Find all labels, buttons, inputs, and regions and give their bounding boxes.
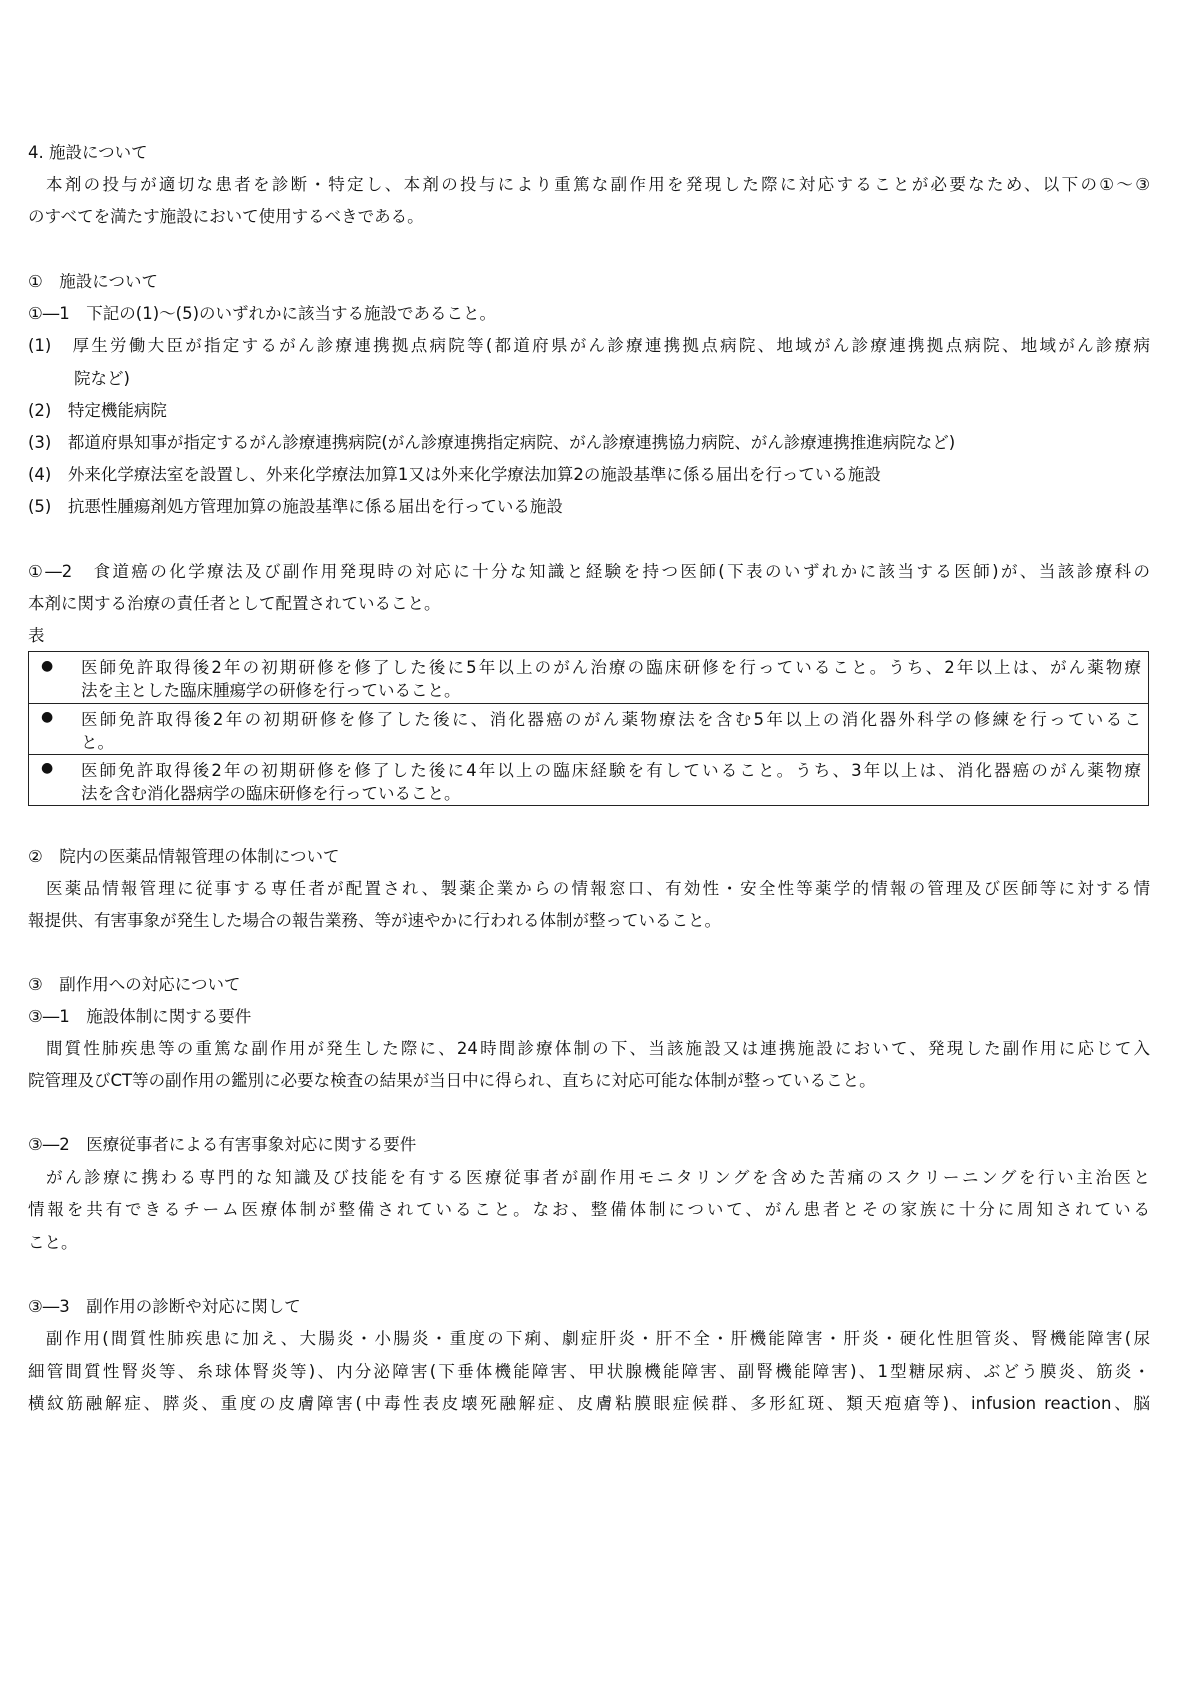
- s3-body2: 情報を共有できるチーム医療体制が整備されていること。なお、整備体制について、がん患者とその家族に十分に周知されている: [28, 1200, 1150, 1219]
- s3-body3: 副作用(間質性肺疾患に加え、大腸炎・小腸炎・重度の下痢、劇症肝炎・肝不全・肝機能障害・肝炎・硬化性胆管炎、腎機能障害(尿: [46, 1329, 1150, 1348]
- physician-requirements-table: [28, 651, 1149, 806]
- table-cell-line: 法を含む消化器病学の臨床研修を行っていること。: [81, 784, 461, 803]
- table-row: [29, 703, 1148, 752]
- s3-body3: 細管間質性腎炎等、糸球体腎炎等)、内分泌障害(下垂体機能障害、甲状腺機能障害、副腎機能障害)、1型糖尿病、ぶどう膜炎、筋炎・: [28, 1362, 1150, 1381]
- facility-item: (5) 抗悪性腫瘍剤処方管理加算の施設基準に係る届出を行っている施設: [28, 497, 563, 516]
- s3-sub2: ③―2 医療従事者による有害事象対応に関する要件: [28, 1135, 417, 1154]
- bullet-icon: ●: [41, 709, 54, 725]
- s1-sub2: 本剤に関する治療の責任者として配置されていること。: [28, 594, 441, 613]
- table-cell-line: 法を主とした臨床腫瘍学の研修を行っていること。: [81, 681, 461, 700]
- s3-title: ③ 副作用への対応について: [28, 975, 241, 994]
- s3-sub3: ③―3 副作用の診断や対応に関して: [28, 1297, 301, 1316]
- s2-title: ② 院内の医薬品情報管理の体制について: [28, 847, 340, 866]
- table-cell-line: 医師免許取得後2年の初期研修を修了した後に5年以上のがん治療の臨床研修を行っていること。うち、2年以上は、がん薬物療: [81, 658, 1141, 677]
- section-heading: 4. 施設について: [28, 143, 148, 162]
- s1-sub1: ①―1 下記の(1)～(5)のいずれかに該当する施設であること。: [28, 304, 497, 323]
- table-cell-line: 医師免許取得後2年の初期研修を修了した後に4年以上の臨床経験を有していること。うち、3年以上は、消化器癌のがん薬物療: [81, 761, 1141, 780]
- s3-body2: こと。: [28, 1233, 78, 1252]
- s2-body: 医薬品情報管理に従事する専任者が配置され、製薬企業からの情報窓口、有効性・安全性等薬学的情報の管理及び医師等に対する情: [46, 879, 1150, 898]
- bullet-icon: ●: [41, 658, 54, 674]
- intro-line: のすべてを満たす施設において使用するべきである。: [28, 207, 424, 226]
- facility-item: (4) 外来化学療法室を設置し、外来化学療法加算1又は外来化学療法加算2の施設基準に係る届出を行っている施設: [28, 465, 881, 484]
- facility-item: (1) 厚生労働大臣が指定するがん診療連携拠点病院等(都道府県がん診療連携拠点病院、地域がん診療連携拠点病院、地域がん診療病: [28, 336, 1150, 355]
- table-cell-line: と。: [81, 733, 114, 752]
- intro-line: 本剤の投与が適切な患者を診断・特定し、本剤の投与により重篤な副作用を発現した際に対応することが必要なため、以下の①～③: [46, 175, 1150, 194]
- s3-body2: がん診療に携わる専門的な知識及び技能を有する医療従事者が副作用モニタリングを含めた苦痛のスクリーニングを行い主治医と: [46, 1168, 1150, 1187]
- s2-body: 報提供、有害事象が発生した場合の報告業務、等が速やかに行われる体制が整っていること。: [28, 911, 721, 930]
- table-row: [29, 754, 1148, 803]
- s3-sub1: ③―1 施設体制に関する要件: [28, 1007, 252, 1026]
- s1-sub2: ①―2 食道癌の化学療法及び副作用発現時の対応に十分な知識と経験を持つ医師(下表のいずれかに該当する医師)が、当該診療科の: [28, 562, 1150, 581]
- table-cell-line: 医師免許取得後2年の初期研修を修了した後に、消化器癌のがん薬物療法を含む5年以上の消化器外科学の修練を行っているこ: [81, 710, 1141, 729]
- facility-item: (3) 都道府県知事が指定するがん診療連携病院(がん診療連携指定病院、がん診療連携協力病院、がん診療連携推進病院など): [28, 433, 956, 452]
- s1-title: ① 施設について: [28, 272, 158, 291]
- bullet-icon: ●: [41, 760, 54, 776]
- facility-item-cont: 院など): [74, 369, 130, 388]
- s3-body1: 間質性肺疾患等の重篤な副作用が発生した際に、24時間診療体制の下、当該施設又は連携施設において、発現した副作用に応じて入: [46, 1039, 1150, 1058]
- s3-body3: 横紋筋融解症、膵炎、重度の皮膚障害(中毒性表皮壊死融解症、皮膚粘膜眼症候群、多形紅斑、類天疱瘡等)、infusion reaction、脳: [28, 1394, 1150, 1413]
- s3-body1: 院管理及びCT等の副作用の鑑別に必要な検査の結果が当日中に得られ、直ちに対応可能な体制が整っていること。: [28, 1071, 876, 1090]
- facility-item: (2) 特定機能病院: [28, 401, 167, 420]
- table-label: 表: [28, 626, 45, 645]
